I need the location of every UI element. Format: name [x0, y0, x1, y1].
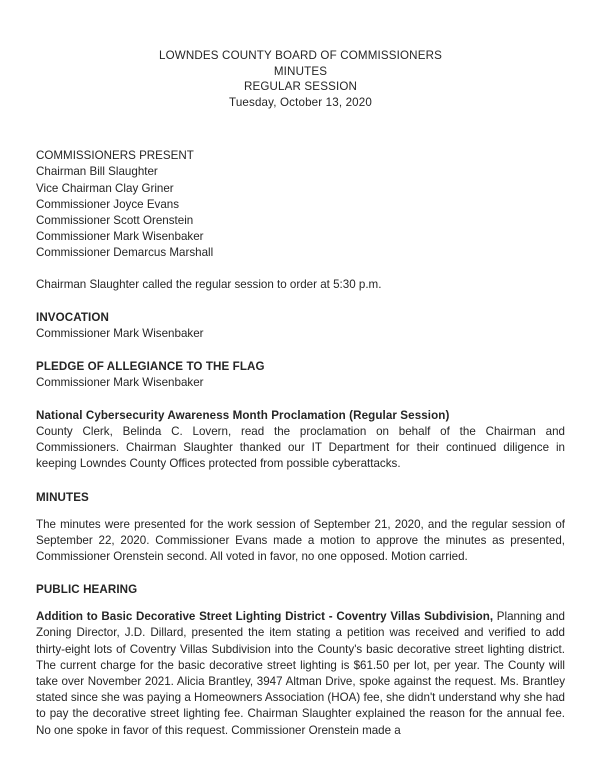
header-line-session: REGULAR SESSION [243, 80, 358, 94]
pledge-section [36, 359, 565, 391]
invocation-heading: INVOCATION [36, 311, 109, 325]
minutes-heading: MINUTES [36, 490, 89, 504]
commissioner-entry-chairman: Chairman Bill Slaughter [36, 165, 158, 179]
invocation-section [36, 310, 565, 342]
commissioner-entry-wisenbaker: Commissioner Mark Wisenbaker [36, 229, 204, 243]
public-hearing-item-body: Planning and Zoning Director, J.D. Dillard, presented the item stating a petition was received and verified to add thirty-eight lots of Coventry Villas Subdivision into the County's basic decorative street lighting district. The current charge for the basic decorative street lighting is $61.50 per lot, per year. The County will take over November 2021. Alicia Brantley, 3947 Altman Drive, spoke against the request. Ms. Brantley stated since she was paying a Homeowners Association (HOA) fee, she didn't understand why she had to pay the decorative street lighting fee. Chairman Slaughter explained the reason for the annual fee. No one spoke in favor of this request. Commissioner Orenstein made a [36, 610, 565, 737]
proclamation-section [36, 408, 565, 473]
proclamation-heading: National Cybersecurity Awareness Month Proclamation (Regular Session) [36, 409, 450, 423]
commissioners-present-block [36, 148, 565, 261]
public-hearing-section [36, 582, 565, 739]
proclamation-body: County Clerk, Belinda C. Lovern, read the proclamation on behalf of the Chairman and Commissioners. Chairman Slaughter thanked our IT Department for their continued diligence in keeping Lowndes County Offices protected from possible cyberattacks. [36, 425, 565, 471]
minutes-spacer [36, 506, 565, 517]
public-hearing-item [36, 609, 565, 739]
minutes-body: The minutes were presented for the work session of September 21, 2020, and the regular session of September 22, 2020. Commissioner Evans made a motion to approve the minutes as presented, Commissioner Orenstein second. All voted in favor, no one opposed. Motion carried. [36, 517, 565, 564]
public-hearing-heading: PUBLIC HEARING [36, 583, 138, 597]
commissioner-entry-evans: Commissioner Joyce Evans [36, 197, 180, 211]
pledge-heading: PLEDGE OF ALLEGIANCE TO THE FLAG [36, 360, 265, 374]
minutes-section [36, 490, 565, 566]
commissioner-entry-marshall: Commissioner Demarcus Marshall [36, 245, 214, 259]
header-line-board: LOWNDES COUNTY BOARD OF COMMISSIONERS [159, 49, 442, 62]
document-content [36, 0, 565, 739]
public-hearing-spacer [36, 598, 565, 609]
public-hearing-item-title: Addition to Basic Decorative Street Lighting District - Coventry Villas Subdivision, [36, 610, 494, 624]
commissioner-entry-vice-chairman: Vice Chairman Clay Griner [36, 181, 174, 195]
pledge-text: Commissioner Mark Wisenbaker [36, 376, 204, 390]
commissioner-entry-orenstein: Commissioner Scott Orenstein [36, 213, 194, 227]
header-line-date: Tuesday, October 13, 2020 [229, 95, 372, 109]
invocation-text: Commissioner Mark Wisenbaker [36, 327, 204, 341]
header-line-minutes: MINUTES [273, 64, 328, 78]
document-header [36, 0, 565, 110]
commissioners-present-heading: COMMISSIONERS PRESENT [36, 149, 194, 163]
call-to-order-text: Chairman Slaughter called the regular session to order at 5:30 p.m. [36, 278, 382, 292]
